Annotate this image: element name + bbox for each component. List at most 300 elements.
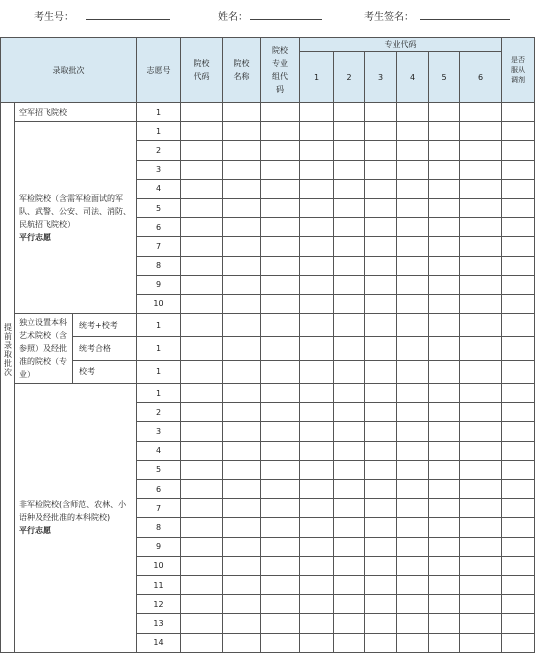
entry-cell[interactable] xyxy=(223,403,261,422)
entry-cell[interactable] xyxy=(429,218,460,237)
entry-cell[interactable] xyxy=(397,179,429,198)
entry-cell[interactable] xyxy=(429,556,460,575)
entry-cell[interactable] xyxy=(397,294,429,313)
entry-cell[interactable] xyxy=(300,614,334,633)
entry-cell[interactable] xyxy=(181,198,223,217)
entry-cell[interactable] xyxy=(261,218,300,237)
entry-cell[interactable] xyxy=(365,460,397,479)
entry-cell[interactable] xyxy=(334,614,365,633)
entry-cell[interactable] xyxy=(397,337,429,360)
entry-cell[interactable] xyxy=(365,122,397,141)
entry-cell[interactable] xyxy=(223,198,261,217)
entry-cell[interactable] xyxy=(334,537,365,556)
entry-cell[interactable] xyxy=(300,595,334,614)
entry-cell[interactable] xyxy=(365,275,397,294)
entry-cell[interactable] xyxy=(261,179,300,198)
entry-cell[interactable] xyxy=(502,218,535,237)
entry-cell[interactable] xyxy=(334,499,365,518)
entry-cell[interactable] xyxy=(365,537,397,556)
entry-cell[interactable] xyxy=(397,480,429,499)
entry-cell[interactable] xyxy=(223,294,261,313)
entry-cell[interactable] xyxy=(397,218,429,237)
entry-cell[interactable] xyxy=(365,518,397,537)
entry-cell[interactable] xyxy=(261,122,300,141)
entry-cell[interactable] xyxy=(365,575,397,594)
entry-cell[interactable] xyxy=(223,337,261,360)
entry-cell[interactable] xyxy=(365,441,397,460)
entry-cell[interactable] xyxy=(365,595,397,614)
entry-cell[interactable] xyxy=(460,218,502,237)
entry-cell[interactable] xyxy=(300,122,334,141)
entry-cell[interactable] xyxy=(365,614,397,633)
entry-cell[interactable] xyxy=(261,160,300,179)
entry-cell[interactable] xyxy=(300,499,334,518)
entry-cell[interactable] xyxy=(397,518,429,537)
entry-cell[interactable] xyxy=(460,294,502,313)
entry-cell[interactable] xyxy=(429,160,460,179)
major-slot-header: 1 xyxy=(300,52,334,103)
entry-cell[interactable] xyxy=(223,237,261,256)
entry-cell[interactable] xyxy=(397,360,429,383)
entry-cell[interactable] xyxy=(397,556,429,575)
entry-cell[interactable] xyxy=(460,441,502,460)
entry-cell[interactable] xyxy=(397,198,429,217)
entry-cell[interactable] xyxy=(261,422,300,441)
entry-cell[interactable] xyxy=(300,384,334,403)
entry-cell[interactable] xyxy=(334,633,365,652)
entry-cell[interactable] xyxy=(223,537,261,556)
entry-cell[interactable] xyxy=(223,275,261,294)
entry-cell[interactable] xyxy=(334,337,365,360)
exam-number-field[interactable] xyxy=(86,19,170,20)
entry-cell[interactable] xyxy=(460,160,502,179)
entry-cell[interactable] xyxy=(502,103,535,122)
entry-cell[interactable] xyxy=(502,518,535,537)
entry-cell[interactable] xyxy=(460,237,502,256)
entry-cell[interactable] xyxy=(334,275,365,294)
entry-cell[interactable] xyxy=(460,256,502,275)
entry-cell[interactable] xyxy=(460,179,502,198)
entry-cell[interactable] xyxy=(397,595,429,614)
entry-cell[interactable] xyxy=(334,160,365,179)
entry-cell[interactable] xyxy=(300,179,334,198)
major-slot-header: 4 xyxy=(397,52,429,103)
entry-cell[interactable] xyxy=(365,384,397,403)
entry-cell[interactable] xyxy=(365,256,397,275)
entry-cell[interactable] xyxy=(334,198,365,217)
entry-cell[interactable] xyxy=(261,480,300,499)
entry-cell[interactable] xyxy=(300,198,334,217)
group-code-header: 院校专业组代码 xyxy=(261,38,300,103)
entry-cell[interactable] xyxy=(460,480,502,499)
entry-cell[interactable] xyxy=(181,360,223,383)
entry-cell[interactable] xyxy=(460,575,502,594)
entry-cell[interactable] xyxy=(181,556,223,575)
parallel-tag: 平行志愿 xyxy=(19,232,51,242)
entry-cell[interactable] xyxy=(181,403,223,422)
entry-cell[interactable] xyxy=(429,499,460,518)
entry-cell[interactable] xyxy=(261,499,300,518)
entry-cell[interactable] xyxy=(429,179,460,198)
entry-cell[interactable] xyxy=(429,384,460,403)
entry-cell[interactable] xyxy=(397,499,429,518)
entry-cell[interactable] xyxy=(334,256,365,275)
entry-cell[interactable] xyxy=(223,595,261,614)
entry-cell[interactable] xyxy=(502,499,535,518)
entry-cell[interactable] xyxy=(300,556,334,575)
entry-cell[interactable] xyxy=(334,575,365,594)
entry-cell[interactable] xyxy=(181,337,223,360)
entry-cell[interactable] xyxy=(502,633,535,652)
entry-cell[interactable] xyxy=(429,441,460,460)
entry-cell[interactable] xyxy=(429,198,460,217)
entry-cell[interactable] xyxy=(397,422,429,441)
entry-cell[interactable] xyxy=(181,122,223,141)
entry-cell[interactable] xyxy=(429,403,460,422)
entry-cell[interactable] xyxy=(502,141,535,160)
entry-cell[interactable] xyxy=(502,422,535,441)
entry-cell[interactable] xyxy=(429,480,460,499)
entry-cell[interactable] xyxy=(502,337,535,360)
entry-cell[interactable] xyxy=(300,218,334,237)
entry-cell[interactable] xyxy=(181,633,223,652)
entry-cell[interactable] xyxy=(261,595,300,614)
entry-cell[interactable] xyxy=(300,633,334,652)
entry-cell[interactable] xyxy=(300,441,334,460)
entry-cell[interactable] xyxy=(502,179,535,198)
choice-number: 2 xyxy=(137,141,181,160)
entry-cell[interactable] xyxy=(365,403,397,422)
entry-cell[interactable] xyxy=(334,595,365,614)
entry-cell[interactable] xyxy=(300,103,334,122)
entry-cell[interactable] xyxy=(223,256,261,275)
entry-cell[interactable] xyxy=(300,337,334,360)
entry-cell[interactable] xyxy=(460,595,502,614)
entry-cell[interactable] xyxy=(365,218,397,237)
entry-cell[interactable] xyxy=(502,360,535,383)
entry-cell[interactable] xyxy=(365,237,397,256)
entry-cell[interactable] xyxy=(223,460,261,479)
entry-cell[interactable] xyxy=(181,422,223,441)
entry-cell[interactable] xyxy=(300,314,334,337)
entry-cell[interactable] xyxy=(300,460,334,479)
entry-cell[interactable] xyxy=(460,337,502,360)
entry-cell[interactable] xyxy=(429,614,460,633)
entry-cell[interactable] xyxy=(429,360,460,383)
entry-cell[interactable] xyxy=(502,384,535,403)
entry-cell[interactable] xyxy=(365,103,397,122)
entry-cell[interactable] xyxy=(502,122,535,141)
entry-cell[interactable] xyxy=(223,179,261,198)
entry-cell[interactable] xyxy=(261,360,300,383)
entry-cell[interactable] xyxy=(397,460,429,479)
entry-cell[interactable] xyxy=(429,141,460,160)
entry-cell[interactable] xyxy=(429,275,460,294)
entry-cell[interactable] xyxy=(460,422,502,441)
entry-cell[interactable] xyxy=(223,518,261,537)
entry-cell[interactable] xyxy=(334,103,365,122)
entry-cell[interactable] xyxy=(502,575,535,594)
entry-cell[interactable] xyxy=(365,556,397,575)
entry-cell[interactable] xyxy=(429,633,460,652)
entry-cell[interactable] xyxy=(334,218,365,237)
entry-cell[interactable] xyxy=(181,160,223,179)
entry-cell[interactable] xyxy=(460,518,502,537)
entry-cell[interactable] xyxy=(397,160,429,179)
entry-cell[interactable] xyxy=(223,314,261,337)
entry-cell[interactable] xyxy=(300,575,334,594)
entry-cell[interactable] xyxy=(460,314,502,337)
entry-cell[interactable] xyxy=(181,441,223,460)
entry-cell[interactable] xyxy=(397,122,429,141)
choice-number: 1 xyxy=(137,103,181,122)
entry-cell[interactable] xyxy=(223,480,261,499)
entry-cell[interactable] xyxy=(460,556,502,575)
entry-cell[interactable] xyxy=(261,103,300,122)
entry-cell[interactable] xyxy=(397,614,429,633)
entry-cell[interactable] xyxy=(502,294,535,313)
entry-cell[interactable] xyxy=(502,480,535,499)
entry-cell[interactable] xyxy=(502,237,535,256)
entry-cell[interactable] xyxy=(460,198,502,217)
entry-cell[interactable] xyxy=(365,422,397,441)
entry-cell[interactable] xyxy=(261,518,300,537)
entry-cell[interactable] xyxy=(334,122,365,141)
entry-cell[interactable] xyxy=(397,537,429,556)
entry-cell[interactable] xyxy=(502,595,535,614)
entry-cell[interactable] xyxy=(261,460,300,479)
form-header xyxy=(0,0,542,36)
entry-cell[interactable] xyxy=(365,499,397,518)
entry-cell[interactable] xyxy=(223,160,261,179)
entry-cell[interactable] xyxy=(397,384,429,403)
entry-cell[interactable] xyxy=(365,179,397,198)
entry-cell[interactable] xyxy=(181,575,223,594)
entry-cell[interactable] xyxy=(334,360,365,383)
entry-cell[interactable] xyxy=(181,480,223,499)
entry-cell[interactable] xyxy=(365,198,397,217)
entry-cell[interactable] xyxy=(429,294,460,313)
entry-cell[interactable] xyxy=(460,614,502,633)
entry-cell[interactable] xyxy=(429,422,460,441)
entry-cell[interactable] xyxy=(261,237,300,256)
entry-cell[interactable] xyxy=(334,294,365,313)
entry-cell[interactable] xyxy=(502,460,535,479)
entry-cell[interactable] xyxy=(334,518,365,537)
entry-cell[interactable] xyxy=(261,337,300,360)
entry-cell[interactable] xyxy=(181,256,223,275)
entry-cell[interactable] xyxy=(429,337,460,360)
choice-table xyxy=(0,37,535,653)
choice-number: 10 xyxy=(137,294,181,313)
choice-number: 8 xyxy=(137,518,181,537)
entry-cell[interactable] xyxy=(502,614,535,633)
entry-cell[interactable] xyxy=(397,103,429,122)
entry-cell[interactable] xyxy=(261,441,300,460)
entry-cell[interactable] xyxy=(365,633,397,652)
entry-cell[interactable] xyxy=(181,179,223,198)
entry-cell[interactable] xyxy=(334,441,365,460)
entry-cell[interactable] xyxy=(397,256,429,275)
entry-cell[interactable] xyxy=(300,294,334,313)
entry-cell[interactable] xyxy=(223,218,261,237)
entry-cell[interactable] xyxy=(460,103,502,122)
entry-cell[interactable] xyxy=(300,160,334,179)
entry-cell[interactable] xyxy=(334,384,365,403)
entry-cell[interactable] xyxy=(429,460,460,479)
entry-cell[interactable] xyxy=(502,537,535,556)
entry-cell[interactable] xyxy=(223,614,261,633)
entry-cell[interactable] xyxy=(181,499,223,518)
entry-cell[interactable] xyxy=(460,384,502,403)
entry-cell[interactable] xyxy=(223,633,261,652)
entry-cell[interactable] xyxy=(300,537,334,556)
entry-cell[interactable] xyxy=(181,537,223,556)
entry-cell[interactable] xyxy=(181,384,223,403)
entry-cell[interactable] xyxy=(261,575,300,594)
entry-cell[interactable] xyxy=(334,460,365,479)
entry-cell[interactable] xyxy=(397,441,429,460)
entry-cell[interactable] xyxy=(460,275,502,294)
entry-cell[interactable] xyxy=(223,556,261,575)
entry-cell[interactable] xyxy=(181,141,223,160)
entry-cell[interactable] xyxy=(502,314,535,337)
entry-cell[interactable] xyxy=(223,422,261,441)
entry-cell[interactable] xyxy=(181,460,223,479)
entry-cell[interactable] xyxy=(261,614,300,633)
entry-cell[interactable] xyxy=(261,314,300,337)
entry-cell[interactable] xyxy=(397,141,429,160)
name-field[interactable] xyxy=(250,19,322,20)
entry-cell[interactable] xyxy=(300,403,334,422)
entry-cell[interactable] xyxy=(300,422,334,441)
entry-cell[interactable] xyxy=(300,237,334,256)
entry-cell[interactable] xyxy=(429,595,460,614)
entry-cell[interactable] xyxy=(502,403,535,422)
entry-cell[interactable] xyxy=(223,575,261,594)
entry-cell[interactable] xyxy=(365,141,397,160)
entry-cell[interactable] xyxy=(429,256,460,275)
entry-cell[interactable] xyxy=(223,103,261,122)
entry-cell[interactable] xyxy=(261,294,300,313)
entry-cell[interactable] xyxy=(181,275,223,294)
entry-cell[interactable] xyxy=(300,360,334,383)
entry-cell[interactable] xyxy=(460,122,502,141)
signature-field[interactable] xyxy=(420,19,510,20)
entry-cell[interactable] xyxy=(365,480,397,499)
batch-category: 独立设置本科艺术院校（含参照）及经批准的院校（专业） xyxy=(15,314,73,384)
entry-cell[interactable] xyxy=(334,403,365,422)
entry-cell[interactable] xyxy=(334,422,365,441)
entry-cell[interactable] xyxy=(365,294,397,313)
entry-cell[interactable] xyxy=(460,141,502,160)
entry-cell[interactable] xyxy=(460,633,502,652)
entry-cell[interactable] xyxy=(397,275,429,294)
entry-cell[interactable] xyxy=(397,575,429,594)
entry-cell[interactable] xyxy=(429,575,460,594)
entry-cell[interactable] xyxy=(223,360,261,383)
entry-cell[interactable] xyxy=(181,103,223,122)
entry-cell[interactable] xyxy=(502,441,535,460)
entry-cell[interactable] xyxy=(502,556,535,575)
entry-cell[interactable] xyxy=(300,141,334,160)
entry-cell[interactable] xyxy=(334,179,365,198)
entry-cell[interactable] xyxy=(223,384,261,403)
entry-cell[interactable] xyxy=(397,633,429,652)
entry-cell[interactable] xyxy=(261,256,300,275)
entry-cell[interactable] xyxy=(181,218,223,237)
entry-cell[interactable] xyxy=(181,314,223,337)
choice-number: 13 xyxy=(137,614,181,633)
entry-cell[interactable] xyxy=(261,141,300,160)
entry-cell[interactable] xyxy=(181,518,223,537)
entry-cell[interactable] xyxy=(365,360,397,383)
entry-cell[interactable] xyxy=(365,314,397,337)
entry-cell[interactable] xyxy=(261,633,300,652)
entry-cell[interactable] xyxy=(460,499,502,518)
entry-cell[interactable] xyxy=(502,256,535,275)
entry-cell[interactable] xyxy=(261,384,300,403)
entry-cell[interactable] xyxy=(334,480,365,499)
entry-cell[interactable] xyxy=(429,237,460,256)
major-slot-header: 2 xyxy=(334,52,365,103)
entry-cell[interactable] xyxy=(429,537,460,556)
entry-cell[interactable] xyxy=(429,122,460,141)
entry-cell[interactable] xyxy=(334,314,365,337)
entry-cell[interactable] xyxy=(300,275,334,294)
entry-cell[interactable] xyxy=(334,237,365,256)
entry-cell[interactable] xyxy=(460,403,502,422)
entry-cell[interactable] xyxy=(365,160,397,179)
entry-cell[interactable] xyxy=(502,198,535,217)
entry-cell[interactable] xyxy=(261,275,300,294)
entry-cell[interactable] xyxy=(300,480,334,499)
entry-cell[interactable] xyxy=(365,337,397,360)
entry-cell[interactable] xyxy=(223,141,261,160)
entry-cell[interactable] xyxy=(223,122,261,141)
entry-cell[interactable] xyxy=(429,518,460,537)
entry-cell[interactable] xyxy=(397,237,429,256)
entry-cell[interactable] xyxy=(261,556,300,575)
entry-cell[interactable] xyxy=(261,198,300,217)
entry-cell[interactable] xyxy=(181,294,223,313)
entry-cell[interactable] xyxy=(300,256,334,275)
entry-cell[interactable] xyxy=(181,595,223,614)
entry-cell[interactable] xyxy=(300,518,334,537)
entry-cell[interactable] xyxy=(460,537,502,556)
choice-number: 7 xyxy=(137,237,181,256)
entry-cell[interactable] xyxy=(261,537,300,556)
entry-cell[interactable] xyxy=(397,314,429,337)
entry-cell[interactable] xyxy=(397,403,429,422)
entry-cell[interactable] xyxy=(261,403,300,422)
choice-number: 14 xyxy=(137,633,181,652)
choice-number: 3 xyxy=(137,422,181,441)
entry-cell[interactable] xyxy=(334,556,365,575)
entry-cell[interactable] xyxy=(460,360,502,383)
entry-cell[interactable] xyxy=(223,441,261,460)
entry-cell[interactable] xyxy=(429,314,460,337)
entry-cell[interactable] xyxy=(502,160,535,179)
entry-cell[interactable] xyxy=(181,237,223,256)
entry-cell[interactable] xyxy=(429,103,460,122)
entry-cell[interactable] xyxy=(460,460,502,479)
entry-cell[interactable] xyxy=(181,614,223,633)
entry-cell[interactable] xyxy=(334,141,365,160)
entry-cell[interactable] xyxy=(502,275,535,294)
batch-category: 军检院校（含需军检面试的军队、武警、公安、司法、消防、民航招飞院校） 平行志愿 xyxy=(15,122,137,314)
entry-cell[interactable] xyxy=(223,499,261,518)
